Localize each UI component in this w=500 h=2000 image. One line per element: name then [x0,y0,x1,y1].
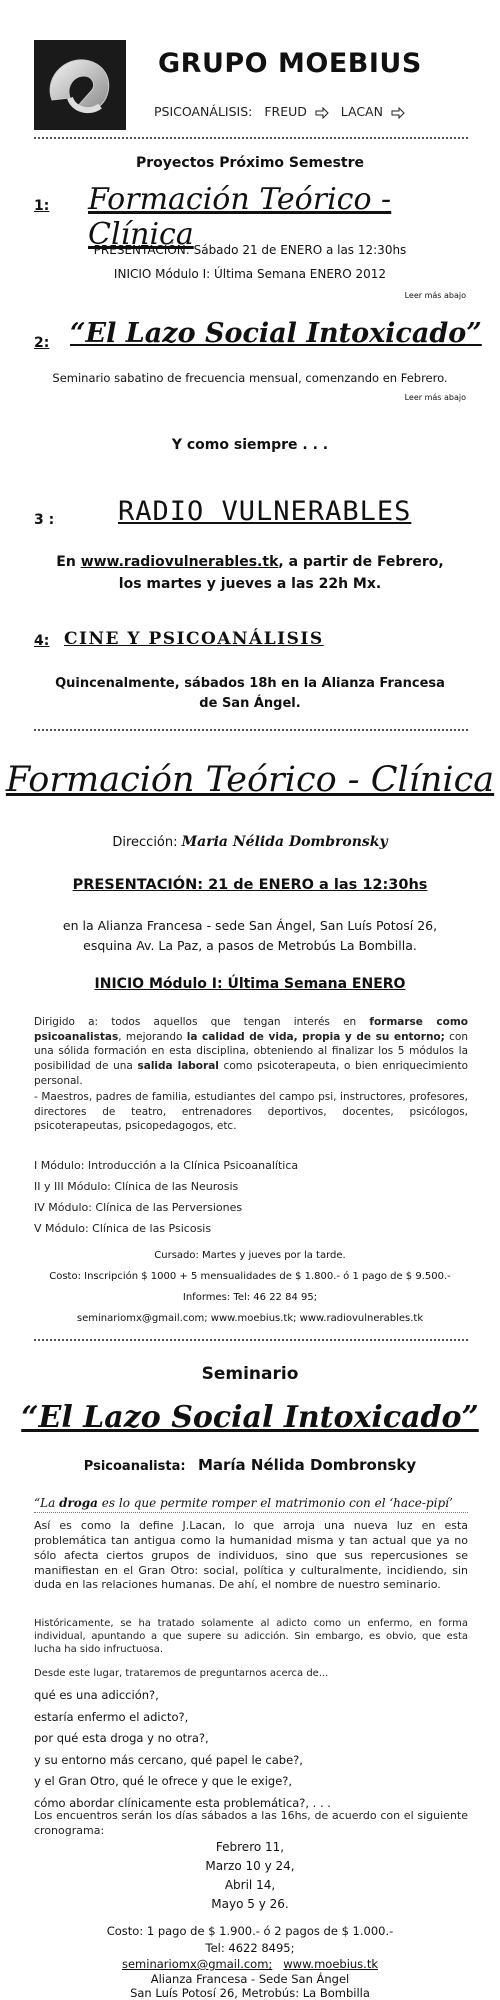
divider [34,1339,468,1341]
seminario-paragraph-1: Así es como la define J.Lacan, lo que arroja una nueva luz en esta problemática tan antigua como la humanidad misma y tan actual que ya no sólo afecta ciertos grupos de individuos, sino que sus repercusiones se manifiestan en el Gran Otro: social, política y culturalmente, incidiendo, sin duda en las relaciones humanas. De ahí, el nombre de nuestro seminario. [34,1519,468,1592]
radio-link[interactable]: www.radiovulnerables.tk [80,554,279,570]
item3-line1-post: , a partir de Febrero, [278,554,444,570]
fecha-item: Mayo 5 y 26. [211,1897,289,1911]
email-link[interactable]: seminariomx@gmail.com; [121,1957,273,1971]
item1-number: 1: [34,198,50,214]
item3-line1 [0,554,500,570]
seminario-tel: Tel: 4622 8495; [205,1941,295,1955]
seminario-quote [34,1496,474,1510]
site-subtitle [154,104,405,119]
site-title: GRUPO MOEBIUS [158,48,422,79]
fecha-item: Abril 14, [224,1878,276,1892]
formacion-paragraph-2: - Maestros, padres de familia, estudiantes del campo psi, instructores, profesores, directores de teatro, entrenadores deportivos, docentes, psicólogos, psicoterapeutas, psicopedagogos, etc. [34,1091,468,1133]
direccion-label: Dirección: [112,835,178,850]
p1-bold: salida laboral [137,1060,219,1073]
item3-number: 3 : [34,512,55,528]
formacion-lugar1: en la Alianza Francesa - sede San Ángel, San Luís Potosí 26, [62,918,438,933]
item3-title: RADIO VULNERABLES [118,496,412,527]
direccion-name: Maria Nélida Dombronsky [181,834,388,850]
informes: Informes: Tel: 46 22 84 95; [182,1292,318,1303]
subtitle-prefix: PSICOANÁLISIS: [154,104,253,119]
item1-inicio: INICIO Módulo I: Última Semana ENERO 2012 [113,267,387,281]
item1-presentacion: PRESENTACIÓN: Sábado 21 de ENERO a las 12:30hs [93,243,407,257]
quote-text: es lo que permite romper el matrimonio con el ‘hace-pipí’ [97,1496,453,1510]
formacion-paragraph-1 [34,1015,468,1088]
item2-number: 2: [34,335,50,351]
seminario-direccion: San Luís Potosí 26, Metrobús: La Bombilla [130,1986,370,2000]
website-link[interactable]: www.moebius.tk [283,1957,378,1971]
seminario-sede: Alianza Francesa - Sede San Ángel [150,1972,350,1986]
costo: Costo: Inscripción $ 1000 + 5 mensualidades de $ 1.800.- ó 1 pago de $ 9.500.- [49,1271,451,1282]
formacion-presentacion: PRESENTACIÓN: 21 de ENERO a las 12:30hs [72,877,428,893]
modulo-item: V Módulo: Clínica de las Psicosis [34,1222,212,1235]
pregunta-item: y el Gran Otro, qué le ofrece y que le exige?, [34,1774,293,1788]
formacion-direccion [0,834,500,850]
p1-text: , mejorando [118,1030,187,1043]
pregunta-item: estaría enfermo el adicto?, [34,1709,189,1724]
arrow-right-icon [315,107,329,119]
modulo-item: II y III Módulo: Clínica de las Neurosis [34,1180,239,1193]
psico-label: Psicoanalista: [83,1459,186,1474]
item3-line1-pre: En [56,554,81,570]
seminario-contact [0,1957,500,1971]
pregunta-item: cómo abordar clínicamente esta problemática?, . . . [34,1795,331,1810]
moebius-logo [34,40,126,130]
quote-text: “La [34,1496,60,1510]
preguntas-list [34,1685,331,1814]
seminario-paragraph-3: Desde este lugar, trataremos de preguntarnos acerca de... [34,1668,329,1679]
seminario-paragraph-2: Históricamente, se ha tratado solamente al adicto como un enfermo, en forma individual, apuntando a que supere su adicción. Sin embargo, es obvio, que esta lucha ha sido infructuosa. [34,1618,468,1655]
item4-title: CINE Y PSICOANÁLISIS [64,629,324,649]
fechas-list [0,1838,500,1914]
pregunta-item: qué es una adicción?, [34,1688,159,1702]
p1-text: como psicoterapeuta, o bien enriquecimiento personal. [34,1060,468,1087]
pregunta-item: y su entorno más cercano, qué papel le cabe?, [34,1752,303,1767]
item3-line2: los martes y jueves a las 22h Mx. [118,576,382,592]
quote-bold: droga [59,1496,98,1510]
formacion-title: Formación Teórico - Clínica [5,760,495,800]
subtitle-freud: FREUD [264,104,307,119]
modulos-list [34,1155,298,1239]
summary-heading: Proyectos Próximo Semestre [136,155,364,171]
formacion-lugar2: esquina Av. La Paz, a pasos de Metrobús La Bombilla. [83,938,417,953]
pregunta-item: por qué esta droga y no otra?, [34,1731,209,1745]
item4-number: 4: [34,633,50,649]
modulo-item: I Módulo: Introducción a la Clínica Psicoanalítica [34,1159,299,1172]
p1-bold: formarse como psicoanalistas [34,1016,468,1043]
seminario-psicoanalista [0,1456,500,1474]
item2-title: “El Lazo Social Intoxicado” [70,318,482,349]
item4-line2: de San Ángel. [199,696,301,711]
fecha-item: Febrero 11, [215,1840,285,1854]
divider [34,137,468,139]
p1-text: Dirigido a: todos aquellos que tengan interés en [34,1016,370,1028]
cursado: Cursado: Martes y jueves por la tarde. [154,1250,346,1261]
subtitle-lacan: LACAN [340,104,383,119]
fecha-item: Marzo 10 y 24, [205,1859,295,1873]
item2-description: Seminario sabatino de frecuencia mensual, comenzando en Febrero. [52,371,448,385]
p1-bold: la calidad de vida, propia y de su entorno; [186,1030,445,1043]
p1-text: con una sólida formación en esta disciplina, obteniendo al finalizar los 5 módulos la posibilidad de una [34,1030,468,1073]
item4-line1: Quincenalmente, sábados 18h en la Alianza Francesa [55,676,445,691]
item1-title: Formación Teórico - Clínica [88,182,392,252]
arrow-right-icon [391,107,405,119]
psico-name: María Nélida Dombronsky [197,1456,417,1474]
item1-read-more-link[interactable]: Leer más abajo [404,291,466,300]
modulo-item: IV Módulo: Clínica de las Perversiones [34,1201,243,1214]
seminario-heading: Seminario [201,1364,299,1384]
item2-read-more-link[interactable]: Leer más abajo [404,393,466,402]
contacto: seminariomx@gmail.com; www.moebius.tk; www.radiovulnerables.tk [76,1313,424,1324]
siempre-text: Y como siempre . . . [171,437,329,453]
encuentros: Los encuentros serán los días sábados a las 16hs, de acuerdo con el siguiente cronograma: [34,1809,468,1838]
formacion-inicio: INICIO Módulo I: Última Semana ENERO [94,976,406,992]
seminario-title: “El Lazo Social Intoxicado” [21,1400,479,1435]
seminario-quote-underline [34,1512,468,1513]
divider [34,729,468,731]
seminario-costo: Costo: 1 pago de $ 1.900.- ó 2 pagos de $ 1.000.- [106,1924,394,1938]
